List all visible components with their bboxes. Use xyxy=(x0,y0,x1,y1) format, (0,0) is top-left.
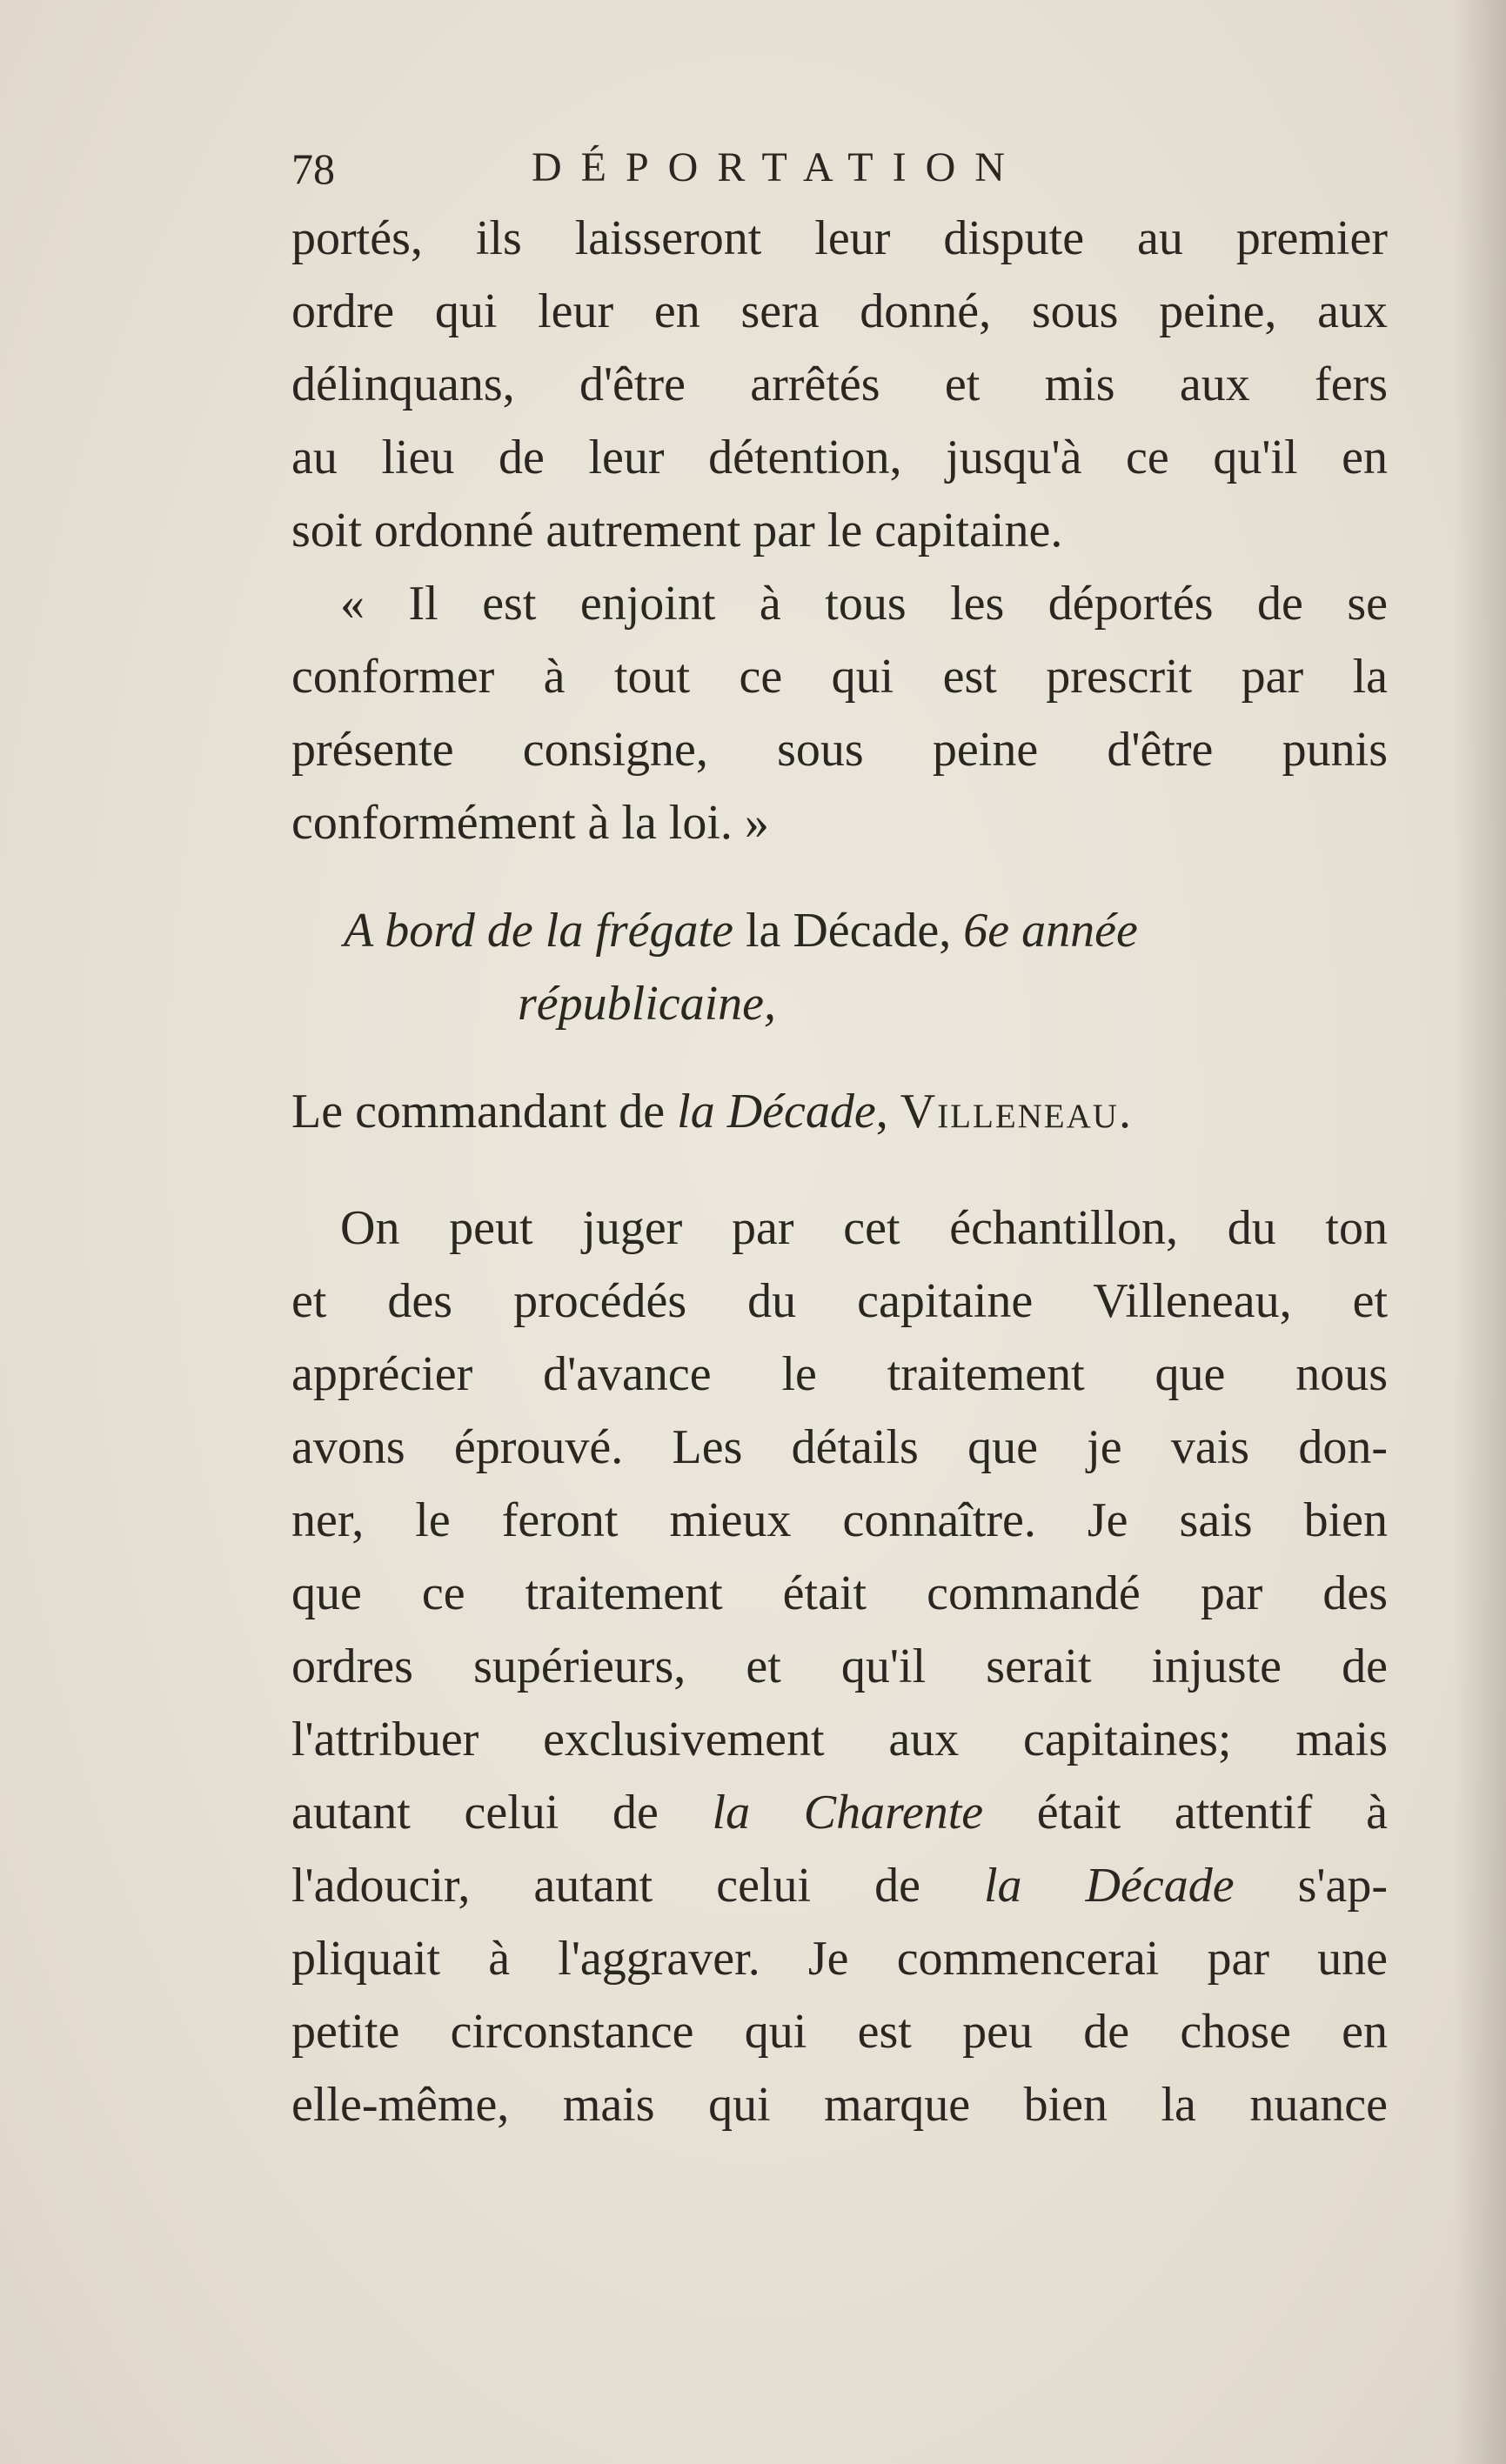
page-edge-shadow xyxy=(1454,0,1506,2464)
ship-name-decade: la Décade xyxy=(983,1859,1235,1913)
text-line xyxy=(291,1849,1388,1922)
text-line: ner, le feront mieux connaître. Je sais bien xyxy=(291,1493,1388,1547)
running-title: DÉPORTATION xyxy=(532,144,1024,190)
text-line: elle-même, mais qui marque bien la nuance xyxy=(291,2078,1388,2132)
spacer xyxy=(291,1148,1388,1192)
text-line: que ce traitement était commandé par des xyxy=(291,1566,1388,1620)
text-line: apprécier d'avance le traitement que nous xyxy=(291,1347,1388,1401)
text-line: ordre qui leur en sera donné, sous peine, aux xyxy=(291,284,1388,338)
signature-place: A bord de la frégate xyxy=(344,904,733,958)
text-line: « Il est enjoint à tous les déportés de se xyxy=(340,577,1388,631)
text-fragment: était attentif à xyxy=(983,1786,1388,1840)
text-line: au lieu de leur détention, jusqu'à ce qu'il en xyxy=(291,431,1388,484)
text-line: délinquans, d'être arrêtés et mis aux fers xyxy=(291,357,1388,411)
text-line: conformément à la loi. » xyxy=(291,796,769,850)
spacer xyxy=(291,859,1388,894)
signature-ship-name: la Décade xyxy=(677,1085,876,1139)
signature-commander: Le commandant de xyxy=(291,1085,678,1139)
page-header xyxy=(291,144,1388,204)
signature-republican: républicaine, xyxy=(518,977,777,1031)
text-line xyxy=(291,1776,1388,1849)
text-line: conformer à tout ce qui est prescrit par la xyxy=(291,650,1388,704)
text-fragment: autant celui de xyxy=(291,1786,713,1840)
ship-name-charente: la Charente xyxy=(712,1786,984,1840)
text-line: avons éprouvé. Les détails que je vais don- xyxy=(291,1420,1388,1474)
signature-line-1 xyxy=(291,894,1388,967)
text-line: l'attribuer exclusivement aux capitaines; mais xyxy=(291,1713,1388,1766)
text-fragment: l'adoucir, autant celui de xyxy=(291,1859,984,1913)
text-line: présente consigne, sous peine d'être punis xyxy=(291,723,1388,777)
spacer xyxy=(291,1040,1388,1075)
text-line: On peut juger par cet échantillon, du ton xyxy=(340,1201,1388,1255)
page-number: 78 xyxy=(291,144,335,193)
signature-line-2 xyxy=(291,967,1388,1040)
text-line: ordres supérieurs, et qu'il serait injuste de xyxy=(291,1639,1388,1693)
text-line: soit ordonné autrement par le capitaine. xyxy=(291,504,1063,558)
signature-name: Villeneau. xyxy=(900,1085,1133,1139)
text-line: pliquait à l'aggraver. Je commencerai par une xyxy=(291,1932,1388,1986)
signature-year: 6e année xyxy=(963,904,1138,958)
signature-ship: la Décade, xyxy=(733,904,964,958)
signature-comma: , xyxy=(875,1085,900,1139)
body-text xyxy=(291,202,1388,2141)
text-line: portés, ils laisseront leur dispute au premier xyxy=(291,211,1388,265)
text-line: et des procédés du capitaine Villeneau, et xyxy=(291,1274,1388,1328)
signature-line-3 xyxy=(291,1075,1388,1148)
text-fragment: s'ap- xyxy=(1234,1859,1388,1913)
text-line: petite circonstance qui est peu de chose en xyxy=(291,2005,1388,2059)
